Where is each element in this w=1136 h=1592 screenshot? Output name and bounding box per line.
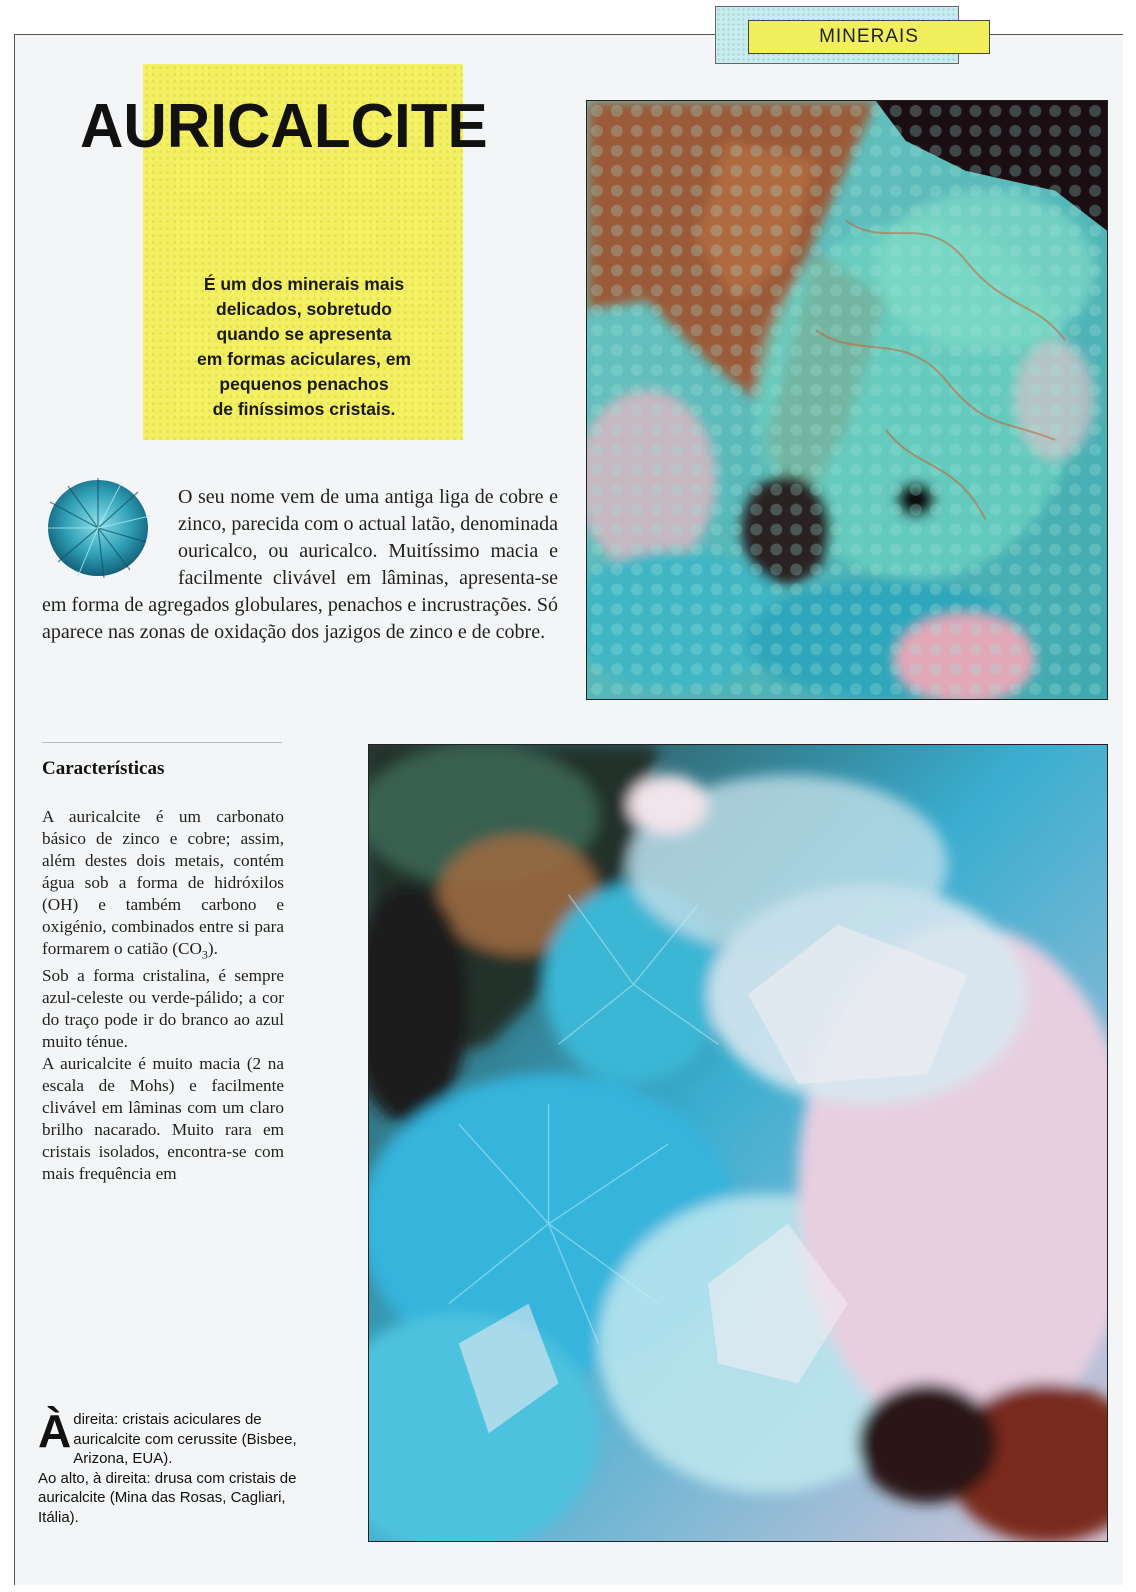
characteristics-paragraph bbox=[42, 806, 284, 965]
characteristics-text-part: A auricalcite é um carbonato básico de zinco e cobre; assim, além destes dois metais, contém água sob a forma de hidróxilos (OH) e também carbono e oxigénio, combinados entre si para formarem o catião (CO bbox=[42, 807, 284, 958]
photo-caption bbox=[38, 1405, 300, 1527]
intro-text bbox=[168, 272, 440, 422]
characteristics-text-part: ). bbox=[207, 939, 218, 958]
intro-line: de finíssimos cristais. bbox=[212, 399, 396, 419]
caption-line: direita: cristais aciculares de auricalcite com cerussite (Bisbee, Arizona, EUA). bbox=[73, 1411, 297, 1467]
intro-line: pequenos penachos bbox=[219, 374, 389, 394]
page-title: AURICALCITE bbox=[80, 92, 488, 161]
caption-line: Ao alto, à direita: drusa com cristais de auricalcite (Mina das Rosas, Cagliari, Itália). bbox=[38, 1469, 297, 1526]
characteristics-paragraph: Sob a forma cristalina, é sempre azul-celeste ou verde-pálido; a cor do traço pode ir do branco ao azul muito ténue. bbox=[42, 966, 284, 1052]
description-text bbox=[42, 484, 558, 646]
intro-line: em formas aciculares, em bbox=[196, 349, 411, 369]
drusa-photo bbox=[586, 100, 1108, 700]
characteristics-paragraph: A auricalcite é muito macia (2 na escala de Mohs) e facilmente clivável em lâminas com um claro brilho nacarado. Muito rara em cristais isolados, encontra-se com mais frequência em bbox=[42, 1054, 284, 1184]
intro-line: quando se apresenta bbox=[216, 324, 392, 344]
characteristics-text bbox=[42, 806, 284, 1185]
subscript: 3 bbox=[201, 947, 208, 962]
description-body: O seu nome vem de uma antiga liga de cobre e zinco, parecida com o actual latão, denominada ouricalco, ou auricalco. Muitíssimo macia e facilmente clivável em lâminas, apresenta-se em forma de agregados globulares, penachos e incrustrações. Só aparece nas zonas de oxidação dos jazigos de zinco e de cobre. bbox=[42, 486, 558, 643]
intro-line: É um dos minerais mais bbox=[203, 274, 405, 294]
section-label: MINERAIS bbox=[748, 20, 990, 54]
caption-drop-letter: À bbox=[38, 1405, 72, 1457]
intro-line: delicados, sobretudo bbox=[216, 299, 392, 319]
characteristics-heading: Características bbox=[42, 758, 165, 779]
acicular-crystals-photo bbox=[368, 744, 1108, 1542]
section-divider bbox=[42, 742, 282, 743]
